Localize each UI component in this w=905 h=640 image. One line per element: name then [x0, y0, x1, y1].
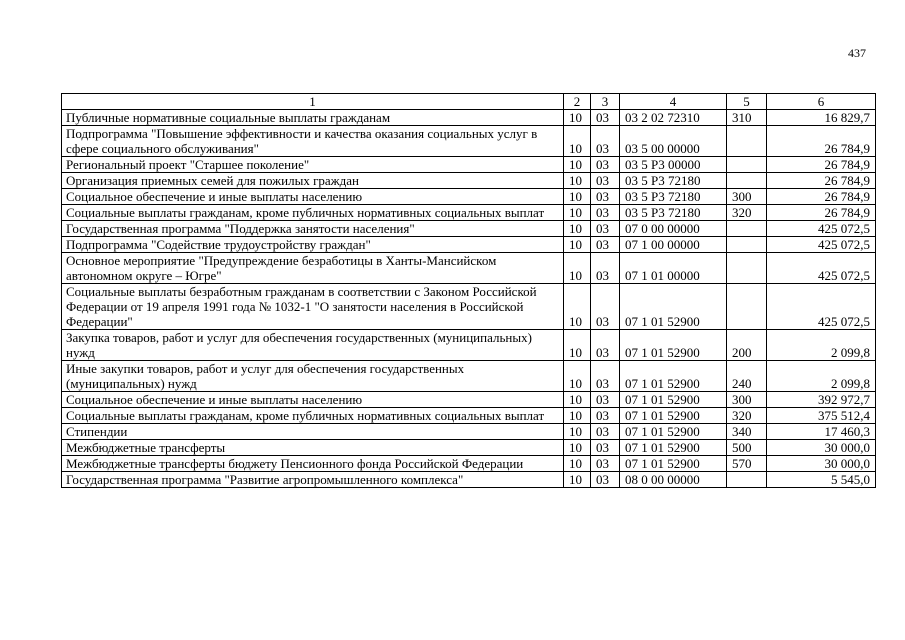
- row-target-article-code: 03 5 P3 72180: [620, 205, 727, 221]
- row-target-article-code: 03 5 P3 72180: [620, 173, 727, 189]
- column-header: 6: [767, 94, 876, 110]
- row-name: Публичные нормативные социальные выплаты гражданам: [62, 110, 564, 126]
- table-row: [62, 472, 876, 488]
- row-name: Государственная программа "Поддержка занятости населения": [62, 221, 564, 237]
- row-expense-type-code: 340: [727, 424, 767, 440]
- column-header: 3: [591, 94, 620, 110]
- column-header: 5: [727, 94, 767, 110]
- column-header: 2: [564, 94, 591, 110]
- row-name: Подпрограмма "Повышение эффективности и качества оказания социальных услуг в сфере социального обслуживания": [62, 126, 564, 157]
- row-subsection-code: 03: [591, 330, 620, 361]
- row-subsection-code: 03: [591, 126, 620, 157]
- row-amount: 425 072,5: [767, 237, 876, 253]
- table-row: [62, 221, 876, 237]
- row-section-code: 10: [564, 472, 591, 488]
- row-expense-type-code: [727, 157, 767, 173]
- row-name: Организация приемных семей для пожилых граждан: [62, 173, 564, 189]
- table-row: [62, 189, 876, 205]
- row-amount: 16 829,7: [767, 110, 876, 126]
- row-amount: 30 000,0: [767, 456, 876, 472]
- row-expense-type-code: [727, 253, 767, 284]
- row-amount: 30 000,0: [767, 440, 876, 456]
- row-subsection-code: 03: [591, 472, 620, 488]
- row-amount: 425 072,5: [767, 221, 876, 237]
- row-subsection-code: 03: [591, 424, 620, 440]
- row-expense-type-code: [727, 237, 767, 253]
- row-name: Социальные выплаты безработным гражданам в соответствии с Законом Российской Федерации от 19 апреля 1991 года № 1032-1 "О занятости населения в Российской Федерации": [62, 284, 564, 330]
- row-amount: 375 512,4: [767, 408, 876, 424]
- row-amount: 26 784,9: [767, 126, 876, 157]
- row-subsection-code: 03: [591, 253, 620, 284]
- row-target-article-code: 07 1 01 52900: [620, 408, 727, 424]
- row-subsection-code: 03: [591, 189, 620, 205]
- table-row: [62, 392, 876, 408]
- row-name: Межбюджетные трансферты: [62, 440, 564, 456]
- row-subsection-code: 03: [591, 440, 620, 456]
- row-amount: 17 460,3: [767, 424, 876, 440]
- row-expense-type-code: [727, 126, 767, 157]
- column-header: 1: [62, 94, 564, 110]
- row-target-article-code: 07 1 01 52900: [620, 424, 727, 440]
- row-subsection-code: 03: [591, 173, 620, 189]
- row-expense-type-code: [727, 284, 767, 330]
- row-subsection-code: 03: [591, 221, 620, 237]
- row-section-code: 10: [564, 361, 591, 392]
- budget-table: [61, 93, 876, 488]
- row-section-code: 10: [564, 392, 591, 408]
- row-subsection-code: 03: [591, 361, 620, 392]
- row-expense-type-code: 300: [727, 392, 767, 408]
- row-section-code: 10: [564, 253, 591, 284]
- row-expense-type-code: 200: [727, 330, 767, 361]
- row-target-article-code: 07 1 01 52900: [620, 361, 727, 392]
- table-row: [62, 173, 876, 189]
- table-header-row: [62, 94, 876, 110]
- row-expense-type-code: 300: [727, 189, 767, 205]
- row-subsection-code: 03: [591, 157, 620, 173]
- row-name: Социальное обеспечение и иные выплаты населению: [62, 189, 564, 205]
- row-name: Стипендии: [62, 424, 564, 440]
- row-name: Социальное обеспечение и иные выплаты населению: [62, 392, 564, 408]
- row-target-article-code: 07 1 01 00000: [620, 253, 727, 284]
- row-subsection-code: 03: [591, 284, 620, 330]
- row-name: Закупка товаров, работ и услуг для обеспечения государственных (муниципальных) нужд: [62, 330, 564, 361]
- row-amount: 26 784,9: [767, 189, 876, 205]
- row-amount: 26 784,9: [767, 157, 876, 173]
- table-row: [62, 157, 876, 173]
- row-section-code: 10: [564, 110, 591, 126]
- table-row: [62, 284, 876, 330]
- column-header: 4: [620, 94, 727, 110]
- row-amount: 2 099,8: [767, 361, 876, 392]
- row-target-article-code: 08 0 00 00000: [620, 472, 727, 488]
- row-target-article-code: 07 1 01 52900: [620, 456, 727, 472]
- row-target-article-code: 03 2 02 72310: [620, 110, 727, 126]
- row-target-article-code: 07 1 01 52900: [620, 440, 727, 456]
- row-name: Межбюджетные трансферты бюджету Пенсионного фонда Российской Федерации: [62, 456, 564, 472]
- table-body: [62, 110, 876, 488]
- row-expense-type-code: 310: [727, 110, 767, 126]
- table-row: [62, 424, 876, 440]
- row-section-code: 10: [564, 126, 591, 157]
- row-section-code: 10: [564, 157, 591, 173]
- table-row: [62, 408, 876, 424]
- row-section-code: 10: [564, 205, 591, 221]
- row-target-article-code: 07 1 01 52900: [620, 284, 727, 330]
- table-row: [62, 126, 876, 157]
- row-target-article-code: 03 5 P3 00000: [620, 157, 727, 173]
- row-target-article-code: 07 1 00 00000: [620, 237, 727, 253]
- row-expense-type-code: 500: [727, 440, 767, 456]
- row-section-code: 10: [564, 424, 591, 440]
- row-name: Социальные выплаты гражданам, кроме публичных нормативных социальных выплат: [62, 408, 564, 424]
- row-name: Подпрограмма "Содействие трудоустройству граждан": [62, 237, 564, 253]
- row-section-code: 10: [564, 284, 591, 330]
- row-target-article-code: 03 5 P3 72180: [620, 189, 727, 205]
- row-expense-type-code: [727, 221, 767, 237]
- row-expense-type-code: 570: [727, 456, 767, 472]
- row-target-article-code: 07 1 01 52900: [620, 392, 727, 408]
- row-section-code: 10: [564, 237, 591, 253]
- row-section-code: 10: [564, 189, 591, 205]
- row-amount: 5 545,0: [767, 472, 876, 488]
- row-amount: 425 072,5: [767, 284, 876, 330]
- row-name: Иные закупки товаров, работ и услуг для обеспечения государственных (муниципальных) нужд: [62, 361, 564, 392]
- row-target-article-code: 07 0 00 00000: [620, 221, 727, 237]
- row-amount: 26 784,9: [767, 173, 876, 189]
- row-subsection-code: 03: [591, 456, 620, 472]
- row-section-code: 10: [564, 330, 591, 361]
- row-subsection-code: 03: [591, 408, 620, 424]
- row-expense-type-code: 320: [727, 408, 767, 424]
- row-amount: 26 784,9: [767, 205, 876, 221]
- row-subsection-code: 03: [591, 392, 620, 408]
- row-section-code: 10: [564, 456, 591, 472]
- page-number: 437: [848, 46, 866, 60]
- table-row: [62, 440, 876, 456]
- row-subsection-code: 03: [591, 205, 620, 221]
- row-name: Региональный проект "Старшее поколение": [62, 157, 564, 173]
- row-expense-type-code: 240: [727, 361, 767, 392]
- row-subsection-code: 03: [591, 110, 620, 126]
- row-expense-type-code: 320: [727, 205, 767, 221]
- row-amount: 2 099,8: [767, 330, 876, 361]
- row-target-article-code: 03 5 00 00000: [620, 126, 727, 157]
- table-row: [62, 456, 876, 472]
- row-amount: 425 072,5: [767, 253, 876, 284]
- row-name: Государственная программа "Развитие агропромышленного комплекса": [62, 472, 564, 488]
- row-name: Основное мероприятие "Предупреждение безработицы в Ханты-Мансийском автономном округе – Югре": [62, 253, 564, 284]
- table-row: [62, 361, 876, 392]
- row-expense-type-code: [727, 173, 767, 189]
- table-row: [62, 237, 876, 253]
- table-row: [62, 330, 876, 361]
- row-subsection-code: 03: [591, 237, 620, 253]
- row-expense-type-code: [727, 472, 767, 488]
- table-row: [62, 205, 876, 221]
- row-target-article-code: 07 1 01 52900: [620, 330, 727, 361]
- row-section-code: 10: [564, 440, 591, 456]
- row-name: Социальные выплаты гражданам, кроме публичных нормативных социальных выплат: [62, 205, 564, 221]
- row-amount: 392 972,7: [767, 392, 876, 408]
- table-row: [62, 253, 876, 284]
- table-row: [62, 110, 876, 126]
- row-section-code: 10: [564, 408, 591, 424]
- row-section-code: 10: [564, 173, 591, 189]
- row-section-code: 10: [564, 221, 591, 237]
